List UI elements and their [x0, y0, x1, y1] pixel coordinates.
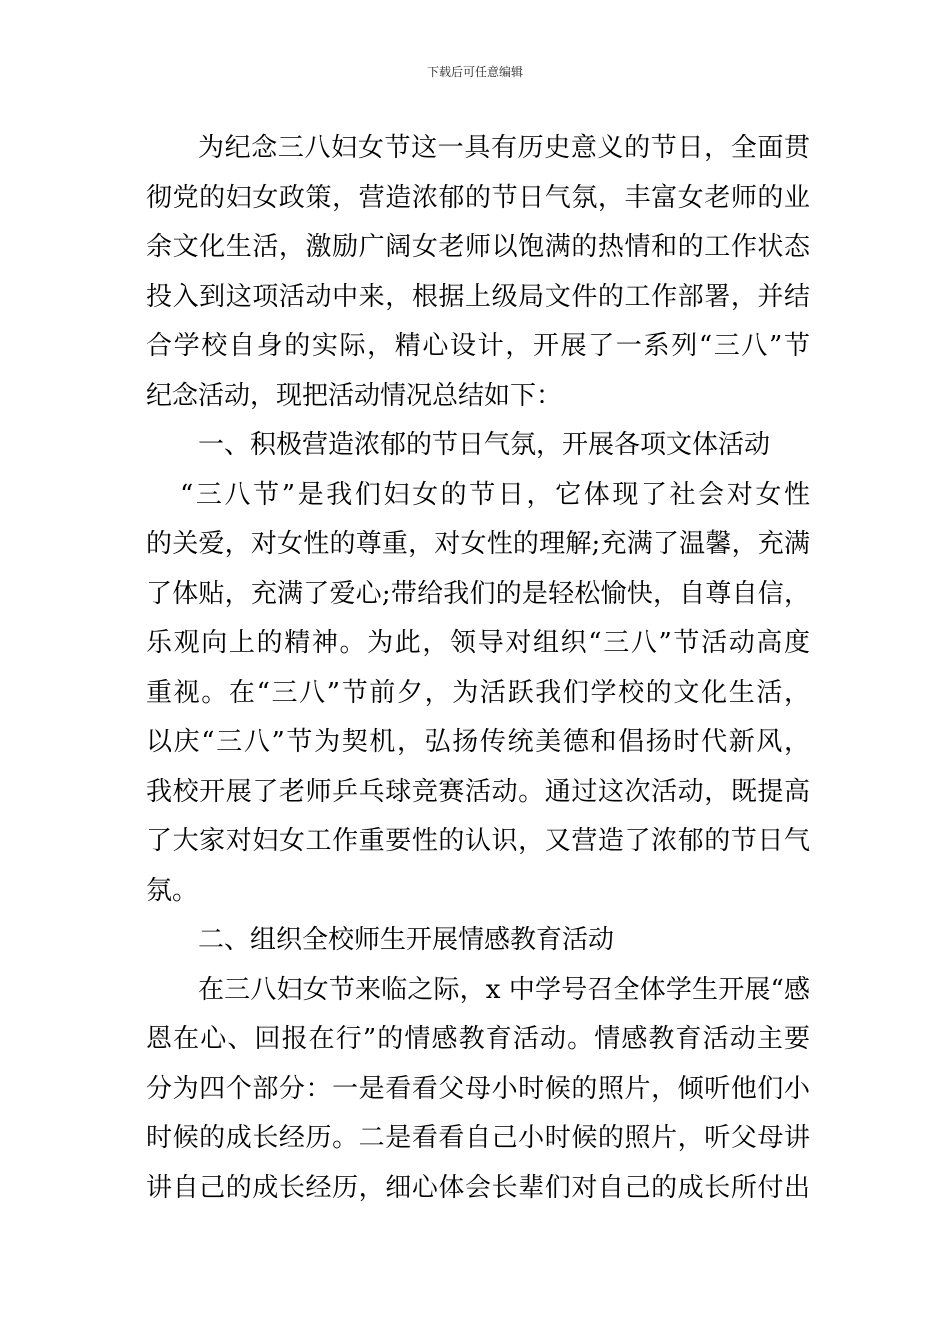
text-line: 恩在心、回报在行”的情感教育活动。情感教育活动主要 [146, 1024, 810, 1054]
text-line: 的关爱，对女性的尊重，对女性的理解;充满了温馨，充满 [146, 529, 810, 559]
text-line: 彻党的妇女政策，营造浓郁的节日气氛，丰富女老师的业 [146, 182, 810, 213]
paragraph-section-1 [146, 471, 810, 917]
heading-text: 二、组织全校师生开展情感教育活动 [198, 925, 615, 955]
text-line: 合学校自身的实际，精心设计，开展了一系列“三八”节 [146, 331, 810, 361]
text-line: 了体贴，充满了爱心;带给我们的是轻松愉快，自尊自信， [146, 578, 810, 609]
text-line: 以庆“三八”节为契机，弘扬传统美德和倡扬时代新风， [146, 727, 810, 757]
page-header: 下载后可任意编辑 [426, 65, 523, 79]
text-line: 为纪念三八妇女节这一具有历史意义的节日，全面贯 [198, 133, 810, 163]
text-line: 在三八妇女节来临之际，x 中学号召全体学生开展“感 [198, 974, 810, 1005]
paragraph-section-2 [146, 966, 810, 1214]
text-line: 氛。 [146, 875, 199, 906]
text-line: 投入到这项活动中来，根据上级局文件的工作部署，并结 [146, 281, 810, 312]
text-line: 时候的成长经历。二是看看自己小时候的照片，听父母讲 [146, 1123, 810, 1153]
text-line: 纪念活动，现把活动情况总结如下： [146, 380, 563, 411]
text-line: 重视。在“三八”节前夕，为活跃我们学校的文化生活， [146, 677, 810, 708]
text-line: “三八节”是我们妇女的节日，它体现了社会对女性 [180, 479, 810, 510]
paragraph-intro [146, 124, 810, 421]
text-line: 乐观向上的精神。为此，领导对组织“三八”节活动高度 [146, 628, 810, 658]
section-heading-1 [146, 421, 810, 471]
text-line: 讲自己的成长经历，细心体会长辈们对自己的成长所付出 [146, 1172, 810, 1203]
text-line: 分为四个部分：一是看看父母小时候的照片，倾听他们小 [146, 1073, 810, 1104]
text-line: 余文化生活，激励广阔女老师以饱满的热情和的工作状态 [146, 232, 810, 262]
heading-text: 一、积极营造浓郁的节日气氛，开展各项文体活动 [198, 430, 771, 460]
text-line: 我校开展了老师乒乓球竞赛活动。通过这次活动，既提高 [146, 776, 810, 807]
section-heading-2 [146, 916, 810, 966]
text-line: 了大家对妇女工作重要性的认识，又营造了浓郁的节日气 [146, 826, 810, 856]
document-body [146, 124, 810, 1213]
